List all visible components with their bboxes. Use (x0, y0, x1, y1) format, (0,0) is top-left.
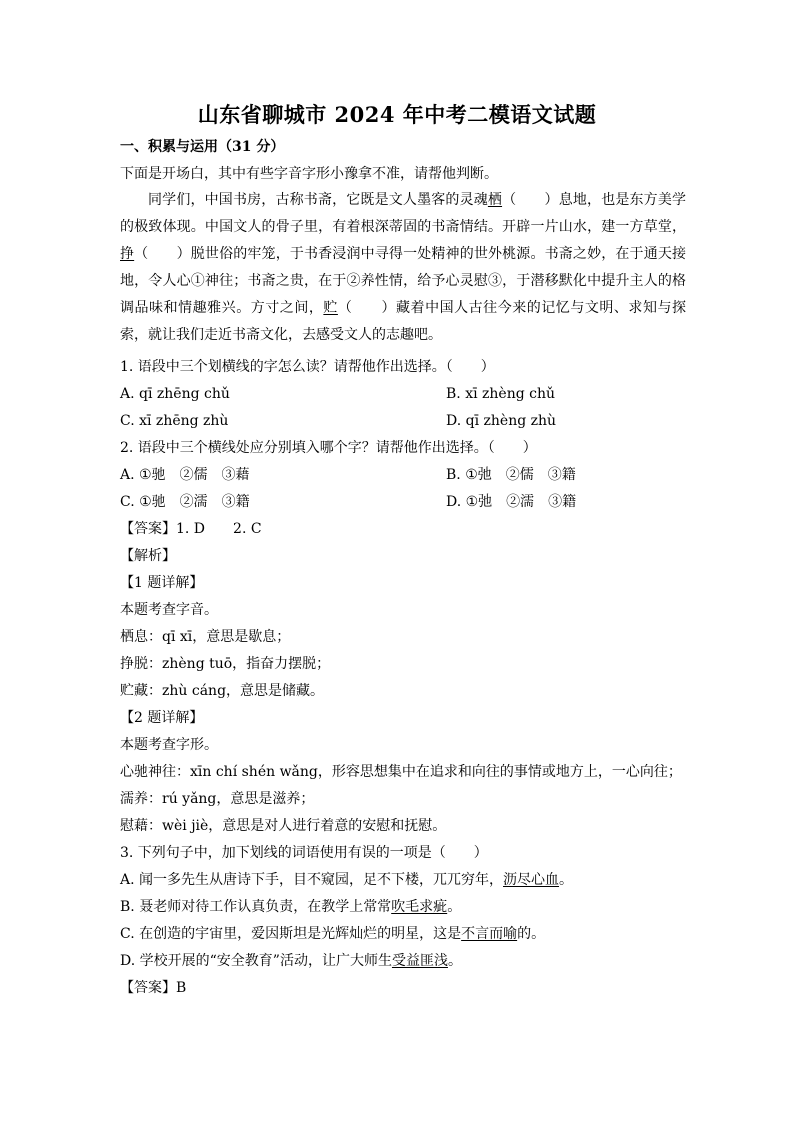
q1-option-a: A. qī zhēng chǔ (120, 386, 230, 402)
underlined-char: 贮 (323, 300, 338, 316)
option-text: 。 (559, 872, 574, 888)
question-1-stem: 1. 语段中三个划横线的字怎么读？请帮他作出选择。（ ） (120, 359, 495, 375)
detail-1-line: 挣脱：zhèng tuō，指奋力摆脱； (120, 656, 331, 672)
detail-2-line: 本题考查字形。 (120, 737, 218, 753)
q3-option-c (120, 925, 545, 943)
q2-option-b: B. ①弛 ②儒 ③籍 (446, 467, 576, 483)
q2-option-a: A. ①驰 ②儒 ③藉 (120, 467, 250, 483)
q1-option-c: C. xī zhēng zhù (120, 413, 229, 429)
q2-option-d: D. ①弛 ②濡 ③籍 (446, 494, 577, 510)
option-text: C. 在创造的宇宙里，爱因斯坦是光辉灿烂的明星，这是 (120, 926, 462, 942)
passage-paragraph (120, 187, 686, 349)
analysis-heading: 【解析】 (120, 548, 176, 564)
question-3-stem: 3. 下列句子中，加下划线的词语使用有误的一项是（ ） (120, 845, 488, 861)
option-text: D. 学校开展的“安全教育”活动，让广大师生 (120, 953, 392, 969)
underlined-char: 挣 (120, 246, 135, 262)
q3-option-d (120, 952, 462, 970)
detail-2-line: 濡养：rú yǎng，意思是滋养； (120, 791, 315, 807)
answer-3: 【答案】B (120, 980, 187, 996)
section-heading: 一、积累与运用（31 分） (120, 139, 285, 155)
option-text: 的。 (517, 926, 546, 942)
detail-1-line: 栖息：qī xī，意思是歇息； (120, 629, 291, 645)
answer-1-2: 【答案】1. D 2. C (120, 521, 262, 537)
page-title: 山东省聊城市 2024 年中考二模语文试题 (197, 102, 597, 127)
option-text: 。 (447, 899, 462, 915)
intro-text: 下面是开场白，其中有些字音字形小豫拿不准，请帮他判断。 (120, 166, 498, 182)
underlined-char: 栖 (487, 192, 503, 208)
q1-option-b: B. xī zhèng chǔ (446, 386, 555, 402)
q3-option-b (120, 898, 461, 916)
passage-text: （ ）息地，也是东方美学的极致体现。中国文人的骨子里，有着根深蒂固的书斋情结。开辟一片山水，建一方草堂， (120, 192, 687, 235)
q3-option-a (120, 871, 573, 889)
passage-text: 同学们，中国书房，古称书斋，它既是文人墨客的灵魂 (148, 192, 488, 208)
question-2-stem: 2. 语段中三个横线处应分别填入哪个字？请帮他作出选择。（ ） (120, 440, 537, 456)
passage-text: （ ）脱世俗的牢笼，于书香浸润中寻得一处精神的世外桃源。书斋之妙，在于通天接地，令人心①神往；书斋之贵，在于②养性情，给予心灵慰③，于潜移默化中提升主人的格调品味和情趣雅兴。方寸之间， (120, 246, 686, 316)
detail-2-line: 心驰神往：xīn chí shén wǎng，形容思想集中在追求和向往的事情或地方上，一心向往； (120, 764, 682, 780)
detail-2-heading: 【2 题详解】 (120, 710, 204, 726)
detail-1-line: 贮藏：zhù cáng，意思是储藏。 (120, 683, 325, 699)
underlined-phrase: 不言而喻 (461, 926, 518, 942)
passage-text: （ ）藏着中国人古往今来的记忆与文明、求知与探索，就让我们走近书斋文化，去感受文人的志趣吧。 (120, 300, 687, 343)
detail-2-line: 慰藉：wèi jiè，意思是对人进行着意的安慰和抚慰。 (120, 818, 447, 834)
underlined-phrase: 沥尽心血 (503, 872, 560, 888)
detail-1-heading: 【1 题详解】 (120, 575, 204, 591)
option-text: B. 聂老师对待工作认真负责，在教学上常常 (120, 899, 392, 915)
q1-option-d: D. qī zhèng zhù (446, 413, 557, 429)
underlined-phrase: 吹毛求疵 (391, 899, 448, 915)
option-text: A. 闻一多先生从唐诗下手，目不窥园，足不下楼，兀兀穷年， (120, 872, 504, 888)
detail-1-line: 本题考查字音。 (120, 602, 218, 618)
underlined-phrase: 受益匪浅 (391, 953, 448, 969)
q2-option-c: C. ①驰 ②濡 ③籍 (120, 494, 250, 510)
option-text: 。 (447, 953, 462, 969)
